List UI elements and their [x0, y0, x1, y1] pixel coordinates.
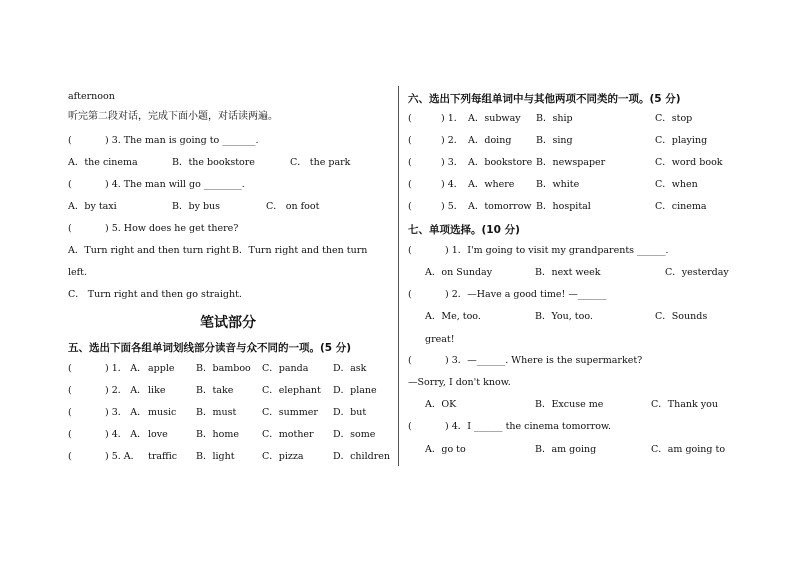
paren-open: (: [68, 385, 72, 396]
question-number: ) 2． A．: [105, 385, 147, 396]
option-d: D．some: [333, 429, 376, 440]
reply-line: —Sorry, I don't know.: [408, 377, 511, 388]
paren-open: (: [408, 201, 412, 212]
option-a-continued: left.: [68, 267, 88, 278]
option-d: D．but: [333, 407, 367, 418]
option-a: love: [148, 429, 168, 440]
paren-open: (: [408, 113, 412, 124]
column-divider: [398, 86, 399, 466]
paren-open: (: [68, 451, 72, 462]
option-a: A．by taxi: [68, 201, 117, 212]
option-b: B．bamboo: [196, 363, 251, 374]
section-7-title: 七、单项选择。(10 分): [408, 224, 520, 236]
option-b: B．by bus: [172, 201, 221, 212]
option-a: A．tomorrow: [468, 201, 532, 212]
option-b: B．You, too.: [535, 311, 593, 322]
listening-instruction: 听完第二段对话，完成下面小题，对话读两遍。: [68, 111, 278, 122]
option-c: C．am going to: [651, 444, 726, 455]
written-section-title: 笔试部分: [200, 315, 256, 331]
option-a: A．go to: [425, 444, 466, 455]
option-c: C．playing: [655, 135, 708, 146]
option-b: B．take: [196, 385, 234, 396]
option-d: D．children: [333, 451, 390, 462]
option-c: C．yesterday: [665, 267, 729, 278]
option-c-continued: great!: [425, 334, 455, 345]
question-number: ) 1．: [441, 113, 464, 124]
option-a: traffic: [148, 451, 178, 462]
paren-open: (: [408, 355, 412, 366]
paren-open: (: [408, 135, 412, 146]
question-number: ) 2．: [441, 135, 464, 146]
option-a: A．the cinema: [68, 157, 138, 168]
option-c: C．elephant: [262, 385, 321, 396]
paren-open: (: [68, 407, 72, 418]
question-number: ) 3． A．: [105, 407, 147, 418]
paren-open: (: [68, 429, 72, 440]
question-stem: ) 2．—Have a good time! —______: [445, 289, 607, 300]
paren-open: (: [408, 245, 412, 256]
paren-open: (: [408, 421, 412, 432]
question-number: ) 3．: [441, 157, 464, 168]
option-a: A．bookstore: [468, 157, 533, 168]
option-c: C． on foot: [266, 201, 320, 212]
paren-open: (: [408, 157, 412, 168]
question-number: ) 4．: [441, 179, 464, 190]
option-d: D．ask: [333, 363, 367, 374]
option-c: C． Turn right and then go straight.: [68, 289, 242, 300]
option-a: A．doing: [468, 135, 512, 146]
paren-open: (: [68, 135, 72, 146]
question-stem: ) 1．I'm going to visit my grandparents ______.: [445, 245, 669, 256]
option-c: C．stop: [655, 113, 693, 124]
option-b: B．light: [196, 451, 235, 462]
question-stem: ) 5. How does he get there?: [105, 223, 239, 234]
question-number: ) 1． A．: [105, 363, 147, 374]
option-b: B．Turn right and then turn: [232, 245, 368, 256]
question-stem: ) 4．I ______ the cinema tomorrow.: [445, 421, 612, 432]
question-number: ) 5. A．: [105, 451, 141, 462]
option-c: C．panda: [262, 363, 309, 374]
question-stem: ) 3．—______. Where is the supermarket?: [445, 355, 643, 366]
option-c: C．summer: [262, 407, 318, 418]
option-a: A．Turn right and then turn right: [68, 245, 230, 256]
option-a: A．where: [468, 179, 515, 190]
option-c: C．when: [655, 179, 698, 190]
option-b: B．the bookstore: [172, 157, 255, 168]
afternoon-text: afternoon: [68, 91, 115, 102]
option-b: B．white: [536, 179, 580, 190]
option-c: C．Thank you: [651, 399, 718, 410]
option-c: C．pizza: [262, 451, 304, 462]
paren-open: (: [68, 223, 72, 234]
option-a: A．OK: [425, 399, 457, 410]
option-d: D．plane: [333, 385, 377, 396]
question-stem: ) 4. The man will go ________.: [105, 179, 245, 190]
option-b: B．am going: [535, 444, 597, 455]
option-b: B．Excuse me: [535, 399, 604, 410]
option-c: C． the park: [290, 157, 351, 168]
option-a: A．subway: [468, 113, 521, 124]
option-c: C．word book: [655, 157, 723, 168]
paren-open: (: [68, 179, 72, 190]
paren-open: (: [408, 179, 412, 190]
option-a: like: [148, 385, 166, 396]
paren-open: (: [408, 289, 412, 300]
option-c: C．cinema: [655, 201, 707, 212]
option-b: B．home: [196, 429, 239, 440]
option-b: B．next week: [535, 267, 601, 278]
option-b: B．newspaper: [536, 157, 606, 168]
question-number: ) 4． A．: [105, 429, 147, 440]
question-number: ) 5．: [441, 201, 464, 212]
option-a: music: [148, 407, 177, 418]
option-b: B．hospital: [536, 201, 591, 212]
option-b: B．ship: [536, 113, 573, 124]
paren-open: (: [68, 363, 72, 374]
section-6-title: 六、选出下列每组单词中与其他两项不同类的一项。(5 分): [408, 93, 681, 105]
question-stem: ) 3. The man is going to _______.: [105, 135, 259, 146]
option-a: apple: [148, 363, 175, 374]
option-a: A．Me, too.: [425, 311, 481, 322]
option-c: C．Sounds: [655, 311, 708, 322]
option-a: A．on Sunday: [425, 267, 493, 278]
section-5-title: 五、选出下面各组单词划线部分读音与众不同的一项。(5 分): [68, 342, 352, 354]
option-c: C．mother: [262, 429, 314, 440]
option-b: B．sing: [536, 135, 573, 146]
option-b: B．must: [196, 407, 237, 418]
